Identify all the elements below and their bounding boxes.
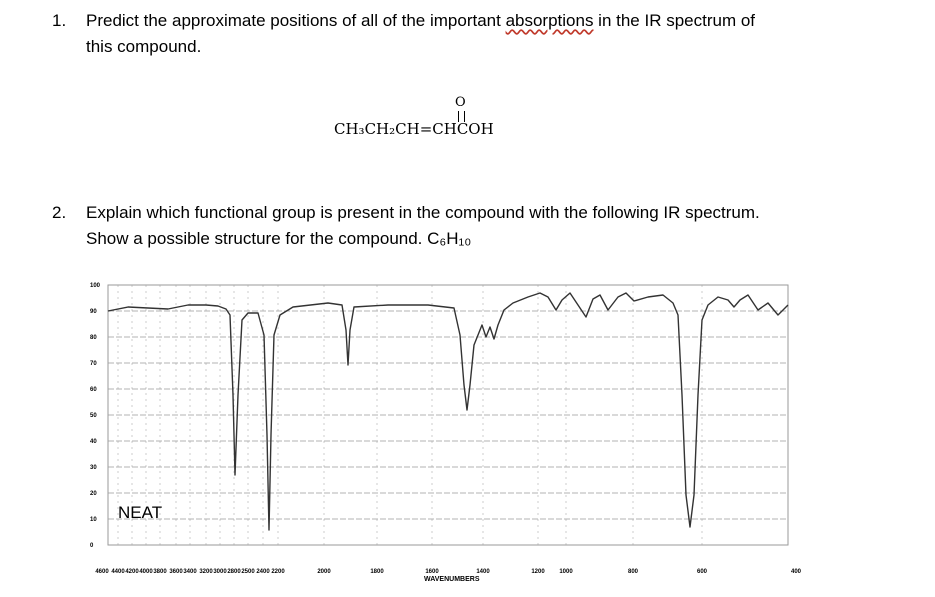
x-tick-label: 600 <box>696 569 708 575</box>
x-tick-label: 2400 <box>256 569 270 575</box>
question-1-text <box>86 8 755 60</box>
carbonyl-oxygen: O <box>455 95 466 110</box>
x-tick-label: 3600 <box>169 569 183 575</box>
x-tick-label: 3800 <box>153 569 167 575</box>
compound-formula: CH₃CH₂CH=CHCOH <box>334 120 494 138</box>
spectrum-trace <box>108 293 788 530</box>
x-tick-label: 3400 <box>183 569 197 575</box>
x-tick-label: 2000 <box>317 569 331 575</box>
question-2-text <box>86 200 760 252</box>
question-2-number: 2. <box>52 203 67 222</box>
spectrum-grid <box>108 285 788 545</box>
y-tick-label: 40 <box>90 439 97 445</box>
x-tick-label: 400 <box>790 569 802 575</box>
question-2-line-2: Show a possible structure for the compound. C₆H₁₀ <box>86 229 472 248</box>
x-tick-label: 1600 <box>425 569 439 575</box>
y-tick-label: 70 <box>90 361 97 367</box>
x-axis-ticks <box>95 569 801 575</box>
x-tick-label: 2500 <box>241 569 255 575</box>
question-1-line-1 <box>86 8 755 34</box>
question-1-number: 1. <box>52 11 67 30</box>
y-axis-ticks <box>90 283 101 549</box>
y-tick-label: 100 <box>90 283 101 289</box>
x-tick-label: 1000 <box>559 569 573 575</box>
x-tick-label: 4000 <box>139 569 153 575</box>
x-axis-label: WAVENUMBERS <box>424 576 480 583</box>
question-1-line-2: this compound. <box>86 37 202 56</box>
question-1-line-1-end: in the IR spectrum of <box>593 11 756 30</box>
y-tick-label: 80 <box>90 335 97 341</box>
x-tick-label: 4400 <box>111 569 125 575</box>
x-tick-label: 800 <box>627 569 639 575</box>
y-tick-label: 20 <box>90 491 97 497</box>
x-tick-label: 3000 <box>213 569 227 575</box>
question-1-line-1-start: Predict the approximate positions of all of the important <box>86 11 506 30</box>
question-2-line-1: Explain which functional group is present in the compound with the following IR spectrum. <box>86 203 760 222</box>
ir-spectrum <box>88 275 802 575</box>
y-tick-label: 90 <box>90 309 97 315</box>
x-tick-label: 4600 <box>95 569 109 575</box>
x-tick-label: 2200 <box>271 569 285 575</box>
y-tick-label: 60 <box>90 387 97 393</box>
sample-label: NEAT <box>118 503 163 522</box>
y-tick-label: 30 <box>90 465 97 471</box>
y-tick-label: 50 <box>90 413 97 419</box>
x-tick-label: 1200 <box>531 569 545 575</box>
y-tick-label: 10 <box>90 517 97 523</box>
x-tick-label: 1400 <box>476 569 490 575</box>
x-tick-label: 2800 <box>227 569 241 575</box>
x-tick-label: 4200 <box>125 569 139 575</box>
y-tick-label: 0 <box>90 543 94 549</box>
x-tick-label: 1800 <box>370 569 384 575</box>
x-tick-label: 3200 <box>199 569 213 575</box>
spellcheck-underlined-word: absorptions <box>505 11 594 30</box>
